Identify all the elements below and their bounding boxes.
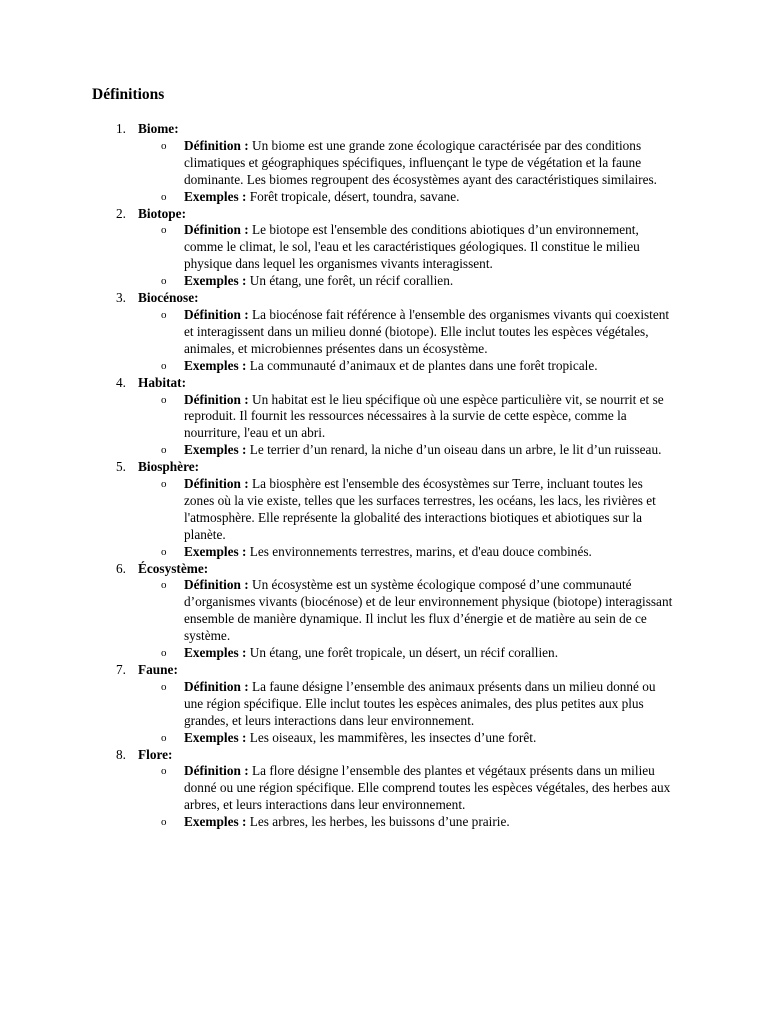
definition-item <box>138 476 674 544</box>
definition-label: Définition : <box>184 678 249 694</box>
term-details <box>138 763 692 831</box>
bullet-icon: o <box>161 816 167 829</box>
term-details <box>138 577 692 662</box>
definition-text: Le biotope est l'ensemble des conditions abiotiques d’un environnement, comme le climat, le sol, l'eau et les caractéristiques géologiques. Il constitue le milieu physique dans lequel les organismes vivants interagissent. <box>184 222 640 272</box>
bullet-icon: o <box>161 731 167 744</box>
definition-label: Définition : <box>184 763 249 779</box>
definition-text: La faune désigne l’ensemble des animaux présents dans un milieu donné ou une région spécifique. Elle inclut toutes les espèces animales, des plus petites aux plus grandes, et leurs interactions dans leur environnement. <box>184 678 656 728</box>
examples-text: Un étang, une forêt, un récif corallien. <box>249 273 454 289</box>
term-details <box>138 307 692 375</box>
term-number: 4. <box>116 374 126 390</box>
term-number: 8. <box>116 746 126 762</box>
bullet-icon: o <box>161 275 167 288</box>
bullet-icon: o <box>161 579 167 592</box>
bullet-icon: o <box>161 680 167 693</box>
examples-item <box>138 273 674 290</box>
definition-item <box>138 577 674 645</box>
examples-item <box>138 442 674 459</box>
examples-text: Forêt tropicale, désert, toundra, savane. <box>249 188 460 204</box>
bullet-icon: o <box>161 545 167 558</box>
term-number: 2. <box>116 205 126 221</box>
examples-label: Exemples : <box>184 273 247 289</box>
definition-label: Définition : <box>184 577 249 593</box>
definition-text: Un habitat est le lieu spécifique où une espèce particulière vit, se nourrit et se reproduit. Il fournit les ressources nécessaires à la survie de cette espèce, comme la nourriture, l'eau et un abri. <box>184 391 664 441</box>
examples-label: Exemples : <box>184 814 247 830</box>
page-title: Définitions <box>92 86 165 103</box>
bullet-icon: o <box>161 139 167 152</box>
term-details <box>138 679 692 747</box>
examples-item <box>138 189 674 206</box>
definition-text: La biocénose fait référence à l'ensemble des organismes vivants qui coexistent et interagissent dans un milieu donné (biotope). Elle inclut toutes les espèces végétales, animales, et microbiennes présentes dans un écosystème. <box>184 306 670 356</box>
term-number: 3. <box>116 290 126 306</box>
term-item-habitat <box>92 375 692 460</box>
examples-label: Exemples : <box>184 357 247 373</box>
term-item-biocenose <box>92 290 692 375</box>
definition-item <box>138 392 674 443</box>
term-name: Faune: <box>138 662 178 677</box>
term-name: Habitat: <box>138 374 187 390</box>
term-details <box>138 392 692 460</box>
examples-item <box>138 814 674 831</box>
examples-text: Les environnements terrestres, marins, et d'eau douce combinés. <box>249 543 592 559</box>
term-name: Biocénose: <box>138 290 199 306</box>
examples-label: Exemples : <box>184 188 247 204</box>
term-name: Biome: <box>138 121 179 136</box>
bullet-icon: o <box>161 224 167 237</box>
term-number: 7. <box>116 662 126 677</box>
bullet-icon: o <box>161 308 167 321</box>
definition-item <box>138 138 674 189</box>
term-details <box>138 476 692 561</box>
definition-label: Définition : <box>184 306 249 322</box>
examples-item <box>138 730 674 747</box>
bullet-icon: o <box>161 359 167 372</box>
bullet-icon: o <box>161 765 167 778</box>
bullet-icon: o <box>161 647 167 660</box>
term-name: Flore: <box>138 746 173 762</box>
term-item-biotope <box>92 206 692 291</box>
term-name: Biotope: <box>138 205 187 221</box>
definition-text: La biosphère est l'ensemble des écosystèmes sur Terre, incluant toutes les zones où la vie existe, telles que les surfaces terrestres, les océans, les lacs, les rivières et l'atmosphère. Elle représente la globalité des interactions biotiques et abiotiques sur la planète. <box>184 476 656 542</box>
term-name: Biosphère: <box>138 459 200 475</box>
term-number: 1. <box>116 121 126 136</box>
definition-text: Un écosystème est un système écologique composé d’une communauté d’organismes vivants (biocénose) et de leur environnement physique (biotope) interagissant ensemble de manière dynamique. Il inclut les flux d’énergie et de matière au sein de ce système. <box>184 577 673 644</box>
definition-label: Définition : <box>184 222 249 238</box>
term-number: 6. <box>116 560 126 576</box>
definition-label: Définition : <box>184 476 249 492</box>
term-item-flore <box>92 747 692 832</box>
definition-item <box>138 763 674 814</box>
term-details <box>138 222 692 290</box>
bullet-icon: o <box>161 478 167 491</box>
bullet-icon: o <box>161 393 167 406</box>
examples-text: Le terrier d’un renard, la niche d’un oiseau dans un arbre, le lit d’un ruisseau. <box>249 442 662 458</box>
term-item-biome <box>92 121 692 206</box>
examples-text: Les arbres, les herbes, les buissons d’une prairie. <box>249 814 510 830</box>
definitions-list <box>92 121 692 831</box>
examples-text: La communauté d’animaux et de plantes dans une forêt tropicale. <box>249 357 598 373</box>
definition-text: La flore désigne l’ensemble des plantes et végétaux présents dans un milieu donné ou une région spécifique. Elle comprend toutes les espèces végétales, des herbes aux arbres, et leurs interactions dans leur environnement. <box>184 763 671 813</box>
term-details <box>138 138 692 206</box>
examples-label: Exemples : <box>184 543 247 559</box>
examples-item <box>138 544 674 561</box>
term-item-ecosysteme <box>92 561 692 662</box>
examples-text: Les oiseaux, les mammifères, les insectes d’une forêt. <box>249 729 537 745</box>
bullet-icon: o <box>161 190 167 203</box>
term-name: Écosystème: <box>138 560 209 576</box>
examples-label: Exemples : <box>184 442 247 458</box>
definition-text: Un biome est une grande zone écologique caractérisée par des conditions climatiques et géographiques spécifiques, influençant le type de végétation et la faune dominante. Les biomes regroupent des écosystèmes ayant des caractéristiques similaires. <box>184 137 658 187</box>
examples-item <box>138 358 674 375</box>
definition-item <box>138 679 674 730</box>
examples-label: Exemples : <box>184 645 247 661</box>
definition-item <box>138 307 674 358</box>
examples-label: Exemples : <box>184 729 247 745</box>
definition-label: Définition : <box>184 391 249 407</box>
term-item-faune <box>92 662 692 747</box>
examples-text: Un étang, une forêt tropicale, un désert, un récif corallien. <box>249 645 559 661</box>
definition-label: Définition : <box>184 137 249 153</box>
definition-item <box>138 222 674 273</box>
term-number: 5. <box>116 459 126 475</box>
bullet-icon: o <box>161 444 167 457</box>
examples-item <box>138 645 674 662</box>
term-item-biosphere <box>92 459 692 560</box>
